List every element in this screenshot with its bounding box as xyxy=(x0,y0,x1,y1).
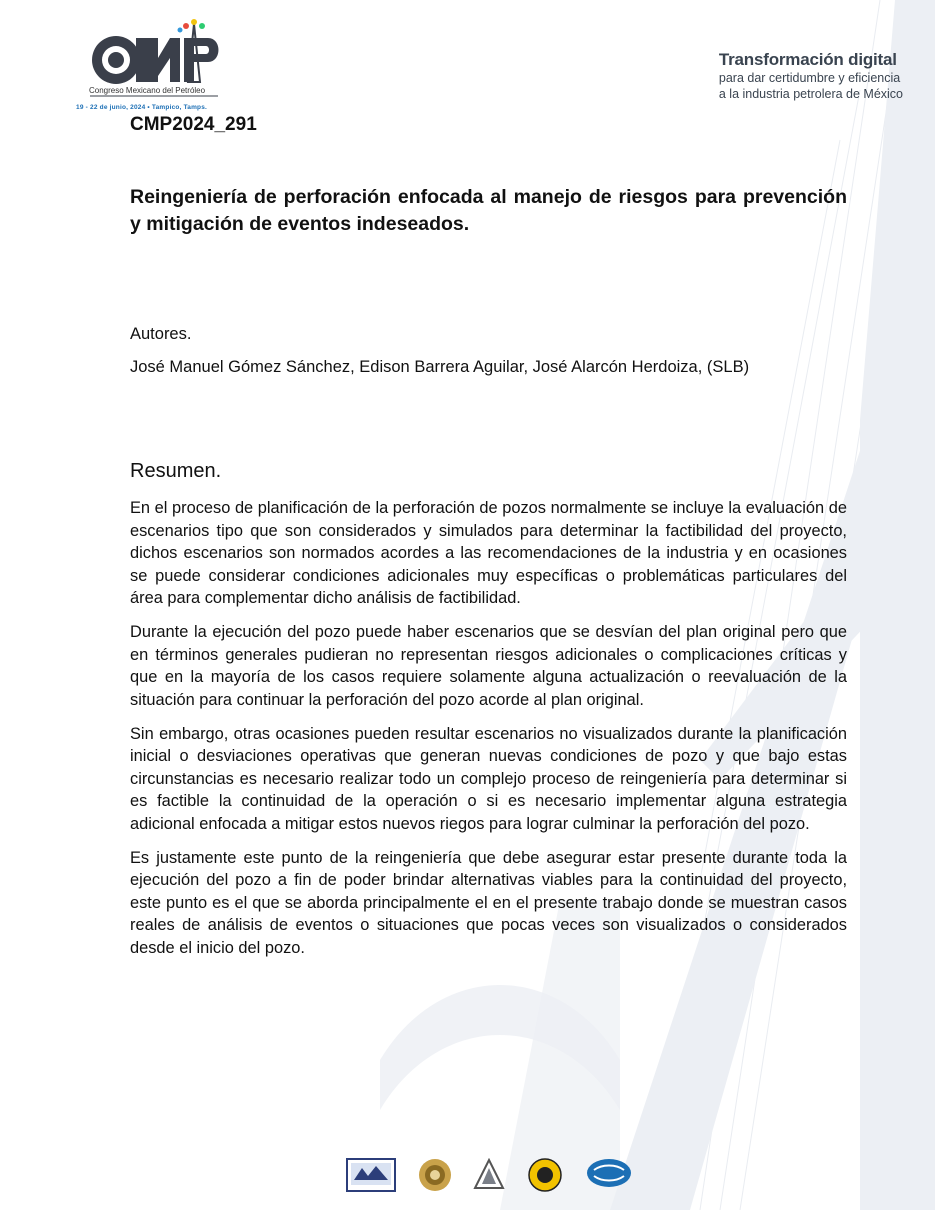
authors-label: Autores. xyxy=(130,325,192,343)
sponsor-logos xyxy=(346,1158,636,1194)
aipm-logo xyxy=(418,1158,452,1192)
header-tagline xyxy=(719,50,903,102)
spe-logo xyxy=(584,1158,634,1192)
tagline-line: para dar certidumbre y eficiencia xyxy=(718,71,901,85)
logo-caption: Congreso Mexicano del Petróleo xyxy=(89,86,206,95)
cipm-logo xyxy=(472,1158,506,1192)
amimp-logo xyxy=(528,1158,562,1192)
tagline-line: a la industria petrolera de México xyxy=(718,87,903,101)
abstract-paragraph: Es justamente este punto de la reingeniería que debe asegurar estar presente durante toda la ejecución del pozo a fin de poder brindar alternativas viables para la continuidad del proyecto, este punto es el que se aborda principalmente el en el presente trabajo donde se muestran casos reales de análisis de eventos o situaciones que pocas veces son visualizados o considerados desde el inicio del pozo. xyxy=(130,848,847,957)
paper-code: CMP2024_291 xyxy=(130,114,257,135)
abstract-body xyxy=(130,497,847,971)
amgp-logo xyxy=(346,1158,396,1192)
cmp-logo xyxy=(76,18,236,118)
paper-title: Reingeniería de perforación enfocada al manejo de riesgos para prevención y mitigación de eventos indeseados. xyxy=(130,186,847,235)
abstract-paragraph: En el proceso de planificación de la perforación de pozos normalmente se incluye la evaluación de escenarios tipo que son considerados y simulados para determinar la factibilidad del proyecto, dichos escenarios son normados acordes a las recomendaciones de la industria y en ocasiones se puede considerar condiciones adicionales muy específicas o problemáticas particulares del área para complementar dicho análisis de factibilidad. xyxy=(130,499,847,607)
tagline-title: Transformación digital xyxy=(718,50,897,69)
authors-list: José Manuel Gómez Sánchez, Edison Barrera Aguilar, José Alarcón Herdoiza, (SLB) xyxy=(130,358,750,376)
abstract-paragraph: Sin embargo, otras ocasiones pueden resultar escenarios no visualizados durante la planificación inicial o desviaciones operativas que generan nuevas condiciones de pozo y que bajo estas circunstancias es necesario realizar todo un complejo proceso de reingeniería para determinar si es factible la continuidad de la operación o si es necesario implementar alguna estrategia adicional enfocada a mitigar estos nuevos riegos para lograr culminar la perforación del pozo. xyxy=(130,724,847,833)
event-date: 19 - 22 de junio, 2024 • Tampico, Tamps. xyxy=(76,104,208,111)
abstract-paragraph: Durante la ejecución del pozo puede haber escenarios que se desvían del plan original pero que en términos generales pudieran no representan riesgos adicionales o complicaciones críticas y que en la mayoría de los casos requiere solamente alguna actualización o reevaluación de la situación para continuar la perforación del pozo acorde al plan original. xyxy=(130,623,847,709)
abstract-heading: Resumen. xyxy=(130,460,222,482)
